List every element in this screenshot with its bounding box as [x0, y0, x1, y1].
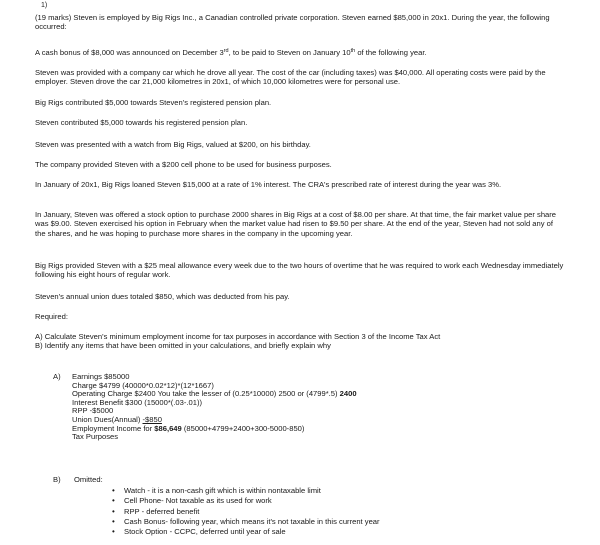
omitted-item-rpp: • RPP - deferred benefit — [112, 507, 380, 517]
tax-purposes-line: Tax Purposes — [72, 432, 119, 442]
omitted-item-watch: • Watch - it is a non-cash gift which is within nontaxable limit — [112, 486, 380, 496]
question-number: 1) — [41, 2, 48, 9]
employment-income-text: Employment Income for — [72, 423, 155, 433]
operating-charge-text: Operating Charge $2400 You take the lesser of (0.25*10000) 2500 or (4799*.5) — [72, 389, 340, 399]
omitted-heading: Omitted: — [74, 475, 103, 484]
bonus-paragraph — [35, 48, 565, 57]
omitted-list — [112, 486, 380, 537]
answer-b-label: B) — [53, 475, 61, 484]
union-dues-text: Union Dues(Annual) — [72, 414, 143, 424]
answer-a-label: A) — [53, 372, 61, 381]
bonus-text-c: of the following year. — [355, 48, 427, 57]
union-dues-amount: -$850 — [142, 414, 162, 424]
earnings-line: Earnings $85000 — [72, 372, 130, 381]
bonus-superscript-rd: rd — [223, 48, 229, 54]
watch-paragraph: Steven was presented with a watch from Big Rigs, valued at $200, on his birthday. — [35, 140, 311, 149]
loan-paragraph: In January of 20x1, Big Rigs loaned Steven $15,000 at a rate of 1% interest. The CRA's prescribed rate of interest during the year was 3%. — [35, 180, 502, 189]
required-part-a: A) Calculate Steven's minimum employment income for tax purposes in accordance with Section 3 of the Income Tax Act — [35, 332, 441, 341]
employment-income-formula: (85000+4799+2400+300-5000-850) — [181, 423, 305, 433]
answer-a-block — [72, 373, 357, 442]
union-paragraph: Steven's annual union dues totaled $850, which was deducted from his pay. — [35, 292, 290, 301]
bonus-superscript-th: th — [350, 48, 356, 54]
omitted-item-stock-option: • Stock Option - CCPC, deferred until year of sale — [112, 527, 380, 537]
required-part-b: B) Identify any items that have been omitted in your calculations, and briefly explain why — [35, 341, 331, 350]
rpp-line: RPP -$5000 — [72, 406, 114, 416]
stock-option-paragraph: In January, Steven was offered a stock option to purchase 2000 shares in Big Rigs at a cost of $8.00 per share. At that time, the fair market value per share was $9.00. Steven exercised his option in February when the market value had risen to $9.50 per share. At the end of the year, Steven had not sold any of the shares, and he was hoping to purchase more shares in the company in the upcoming year. — [35, 210, 557, 238]
interest-benefit-line: Interest Benefit $300 (15000*(.03-.01)) — [72, 397, 203, 407]
omitted-item-cash-bonus: • Cash Bonus- following year, which means it's not taxable in this current year — [112, 517, 380, 527]
meal-paragraph: Big Rigs provided Steven with a $25 meal allowance every week due to the two hours of overtime that he was required to work each Wednesday immediately following his eight hours of regular work. — [35, 261, 564, 280]
operating-charge-result: 2400 — [339, 389, 357, 399]
phone-paragraph: The company provided Steven with a $200 cell phone to be used for business purposes. — [35, 160, 332, 169]
car-paragraph: Steven was provided with a company car which he drove all year. The cost of the car (including taxes) was $40,000. All operating costs were paid by the employer. Steven drove the car 21,000 kilometres in 20x1, of which 10,000 kilometres were for personal use. — [35, 68, 546, 87]
pension-employee-paragraph: Steven contributed $5,000 towards his registered pension plan. — [35, 118, 248, 127]
standby-charge-line: Charge $4799 (40000*0.02*12)*(12*1667) — [72, 380, 214, 390]
pension-employer-paragraph: Big Rigs contributed $5,000 towards Steven's registered pension plan. — [35, 98, 272, 107]
employment-income-total: $86,649 — [154, 423, 182, 433]
bonus-text-b: , to be paid to Steven on January 10 — [228, 48, 351, 57]
intro-paragraph: (19 marks) Steven is employed by Big Rigs Inc., a Canadian controlled private corporation. Steven earned $85,000 in 20x1. During the year, the following occurred: — [35, 13, 550, 32]
omitted-item-cell-phone: • Cell Phone- Not taxable as its used for work — [112, 496, 380, 506]
bonus-text-a: A cash bonus of $8,000 was announced on December 3 — [35, 48, 224, 57]
required-heading: Required: — [35, 312, 68, 321]
